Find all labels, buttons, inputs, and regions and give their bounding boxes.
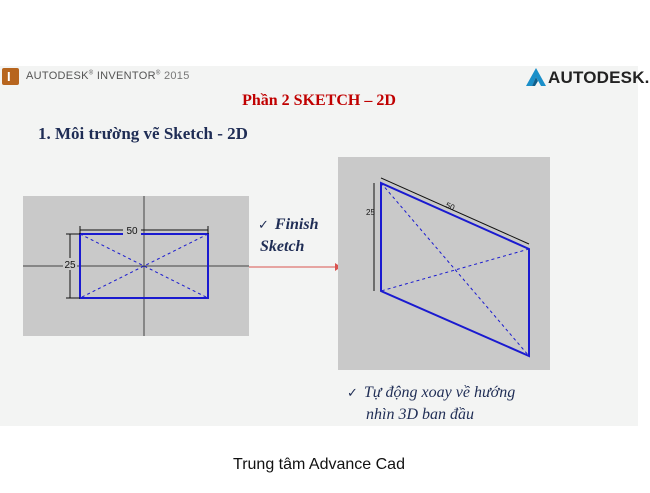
sketch-2d-drawing — [23, 196, 249, 336]
footer-text: Trung tâm Advance Cad — [233, 456, 405, 473]
inventor-logo-icon: I — [2, 68, 19, 85]
diagonal-line — [381, 183, 529, 356]
height-dimension-label: 25 — [366, 208, 375, 217]
width-dimension-label: 50 — [126, 226, 138, 237]
checkmark-icon: ✓ — [258, 218, 269, 233]
height-dimension-label: 25 — [64, 260, 76, 271]
section-heading: 1. Môi trường vẽ Sketch - 2D — [38, 124, 248, 143]
sketch-2d-panel — [23, 196, 249, 336]
auto-rotate-line2: nhìn 3D ban đầu — [366, 406, 474, 423]
sketch-3d-drawing — [338, 157, 550, 370]
inventor-brand: AUTODESK — [26, 70, 89, 82]
sketch-3d-view-panel — [338, 157, 550, 370]
inventor-year: 2015 — [163, 70, 190, 82]
auto-rotate-line1: Tự động xoay về hướng — [363, 384, 516, 401]
transition-arrow-icon — [249, 262, 341, 272]
checkmark-icon: ✓ — [347, 386, 358, 401]
inventor-product: INVENTOR — [96, 70, 156, 82]
width-dimension-label: 50 — [444, 200, 456, 213]
finish-sketch-bullet — [258, 214, 319, 257]
width-dimension-line — [381, 178, 529, 244]
finish-sketch-line1: Finish — [274, 216, 319, 233]
finish-sketch-line2: Sketch — [260, 238, 305, 255]
auto-rotate-bullet — [347, 382, 515, 425]
autodesk-logo-text: AUTODESK. — [548, 68, 650, 87]
inventor-product-name: AUTODESK® INVENTOR® 2015 — [26, 70, 190, 82]
slide-title: Phần 2 SKETCH – 2D — [242, 92, 396, 109]
